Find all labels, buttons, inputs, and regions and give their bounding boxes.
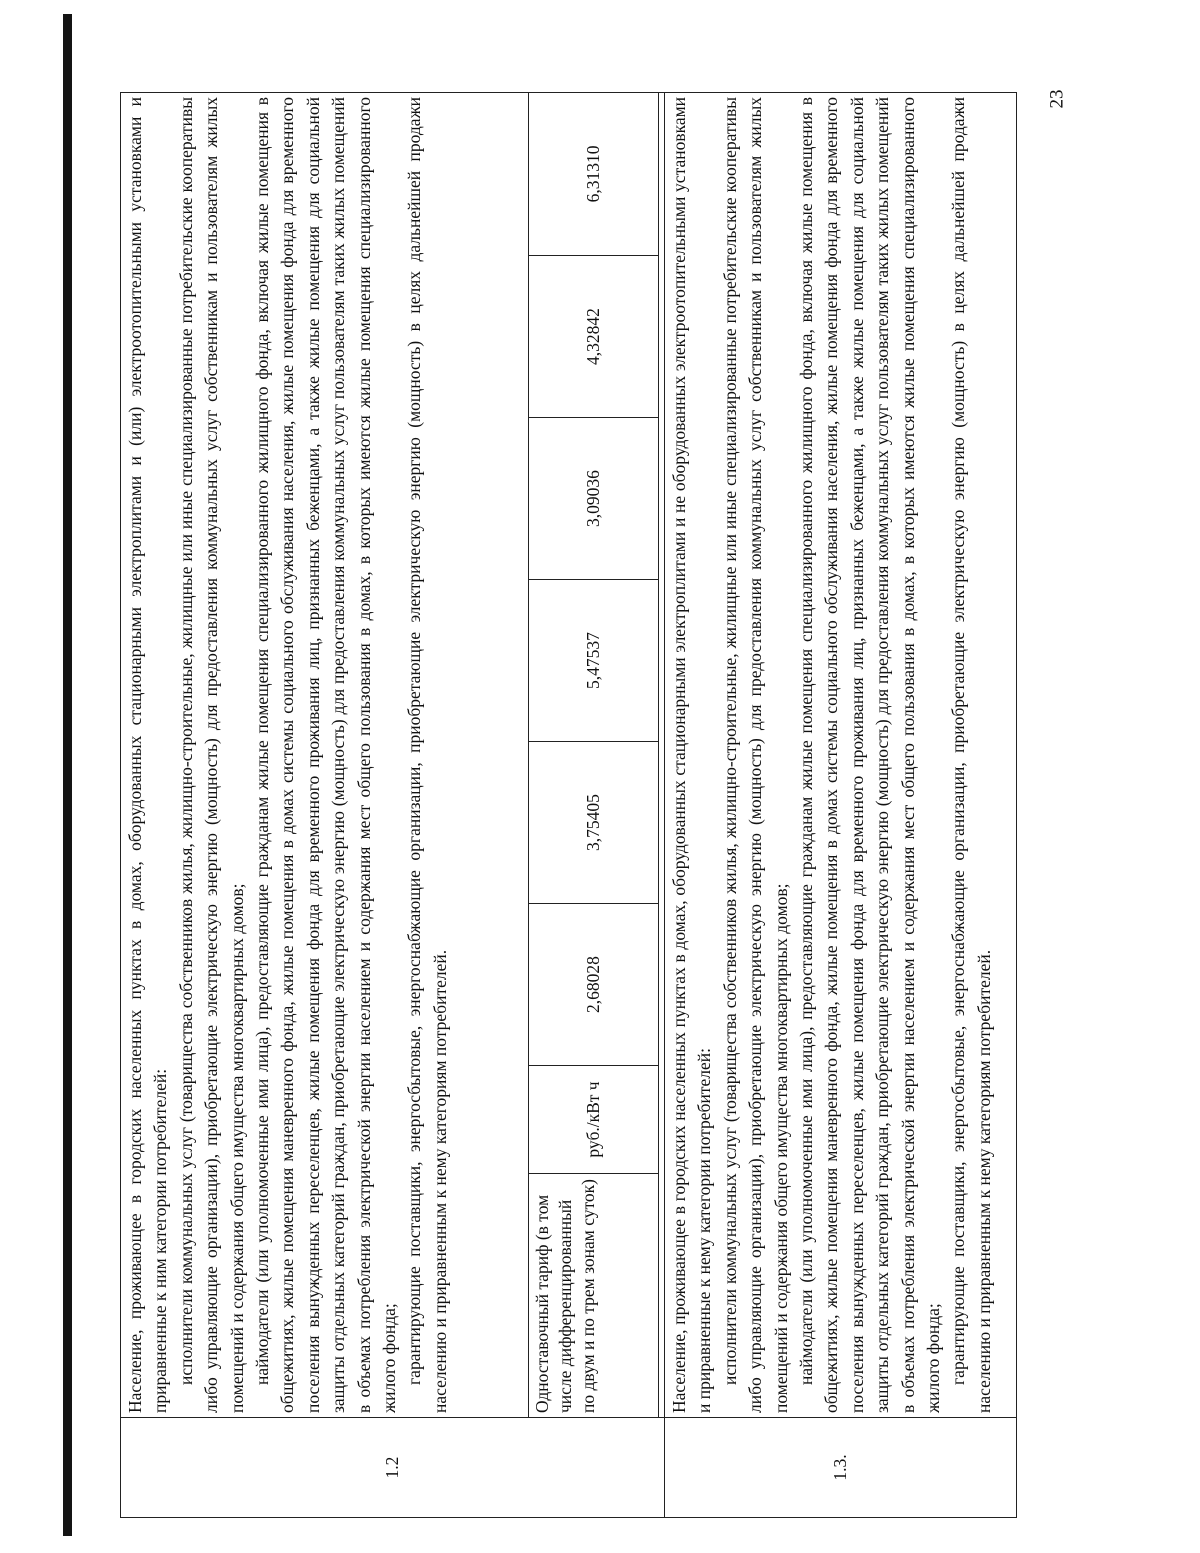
row-number: 1.3. xyxy=(665,1418,1017,1518)
tariff-value: 4,32842 xyxy=(529,256,659,418)
tariff-unit: руб./кВт ч xyxy=(529,1066,659,1174)
scan-edge-bar xyxy=(63,14,72,1536)
description-paragraph: исполнители коммунальных услуг (товарищества собственников жилья, жилищно-строительные, жилищные или иные специализированные потребительские кооперативы либо управляющие организации), приобретающие электрическую энергию (мощность) для предоставления коммунальных услуг собственникам и пользователям жилых помещений и содержания общего имущества многоквартирных домов; xyxy=(175,96,247,1413)
description-paragraph: гарантирующие поставщики, энергосбытовые, энергоснабжающие организации, приобретающие электрическую энергию (мощность) в целях дальнейшей продажи населению и приравненным к нему категориям потребителей. xyxy=(948,96,994,1413)
tariff-value: 3,09036 xyxy=(529,418,659,580)
description-paragraph: наймодатели (или уполномоченные ими лица), предоставляющие гражданам жилые помещения специализированного жилищного фонда, включая жилые помещения в общежитиях, жилые помещения маневренного фонда, жилые помещения в домах системы социального обслуживания населения, жилые помещения фонда для временного поселения вынужденных переселенцев, жилые помещения фонда для временного проживания лиц, признанных беженцами, а также жилые помещения для социальной защиты отдельных категорий граждан, приобретающие электрическую энергию (мощность) для предоставления коммунальных услуг пользователям таких жилых помещений в объемах потребления электрической энергии населением и содержания мест общего пользования в домах, в которых имеются жилые помещения специализированного жилого фонда; xyxy=(796,96,944,1413)
tariff-value: 2,68028 xyxy=(529,904,659,1066)
tariff-label: Одноставочный тариф (в том числе дифференцированный по двум и по трем зонам суток) xyxy=(529,1174,659,1418)
page-number: 23 xyxy=(1046,89,1068,109)
rotated-page xyxy=(120,93,1016,1518)
description-paragraph: наймодатели (или уполномоченные ими лица), предоставляющие гражданам жилые помещения специализированного жилищного фонда, включая жилые помещения в общежитиях, жилые помещения маневренного фонда, жилые помещения в домах системы социального обслуживания населения, жилые помещения фонда для временного поселения вынужденных переселенцев, жилые помещения фонда для временного проживания лиц, признанных беженцами, а также жилые помещения для социальной защиты отдельных категорий граждан, приобретающие электрическую энергию (мощность) для предоставления коммунальных услуг пользователям таких жилых помещений в объемах потребления электрической энергии населением и содержания мест общего пользования в домах, в которых имеются жилые помещения специализированного жилого фонда; xyxy=(252,96,400,1413)
category-description xyxy=(121,92,529,1417)
tariff-value: 3,75405 xyxy=(529,742,659,904)
description-paragraph: Население, проживающее в городских населенных пунктах в домах, оборудованных стационарными электроплитами и не оборудованных электроотопительными установками и приравненные к нему категории потребителей: xyxy=(669,96,715,1413)
tariff-value: 5,47537 xyxy=(529,580,659,742)
description-paragraph: гарантирующие поставщики, энергосбытовые, энергоснабжающие организации, приобретающие электрическую энергию (мощность) в целях дальнейшей продажи населению и приравненным к нему категориям потребителей. xyxy=(404,96,450,1413)
row-number: 1.2 xyxy=(121,1418,665,1518)
table-row xyxy=(121,92,529,1517)
description-paragraph: исполнители коммунальных услуг (товарищества собственников жилья, жилищно-строительные, жилищные или иные специализированные потребительские кооперативы либо управляющие организации), приобретающие электрическую энергию (мощность) для предоставления коммунальных услуг собственникам и пользователям жилых помещений и содержания общего имущества многоквартирных домов; xyxy=(719,96,791,1413)
table-row xyxy=(665,92,1017,1517)
description-paragraph: Население, проживающее в городских населенных пунктах в домах, оборудованных стационарными электроплитами и (или) электроотопительными установками и приравненные к ним категории потребителей: xyxy=(125,96,171,1413)
category-description xyxy=(665,92,1017,1417)
tariff-value: 6,31310 xyxy=(529,92,659,255)
table-row xyxy=(529,92,659,1517)
tariff-table xyxy=(120,92,1017,1518)
